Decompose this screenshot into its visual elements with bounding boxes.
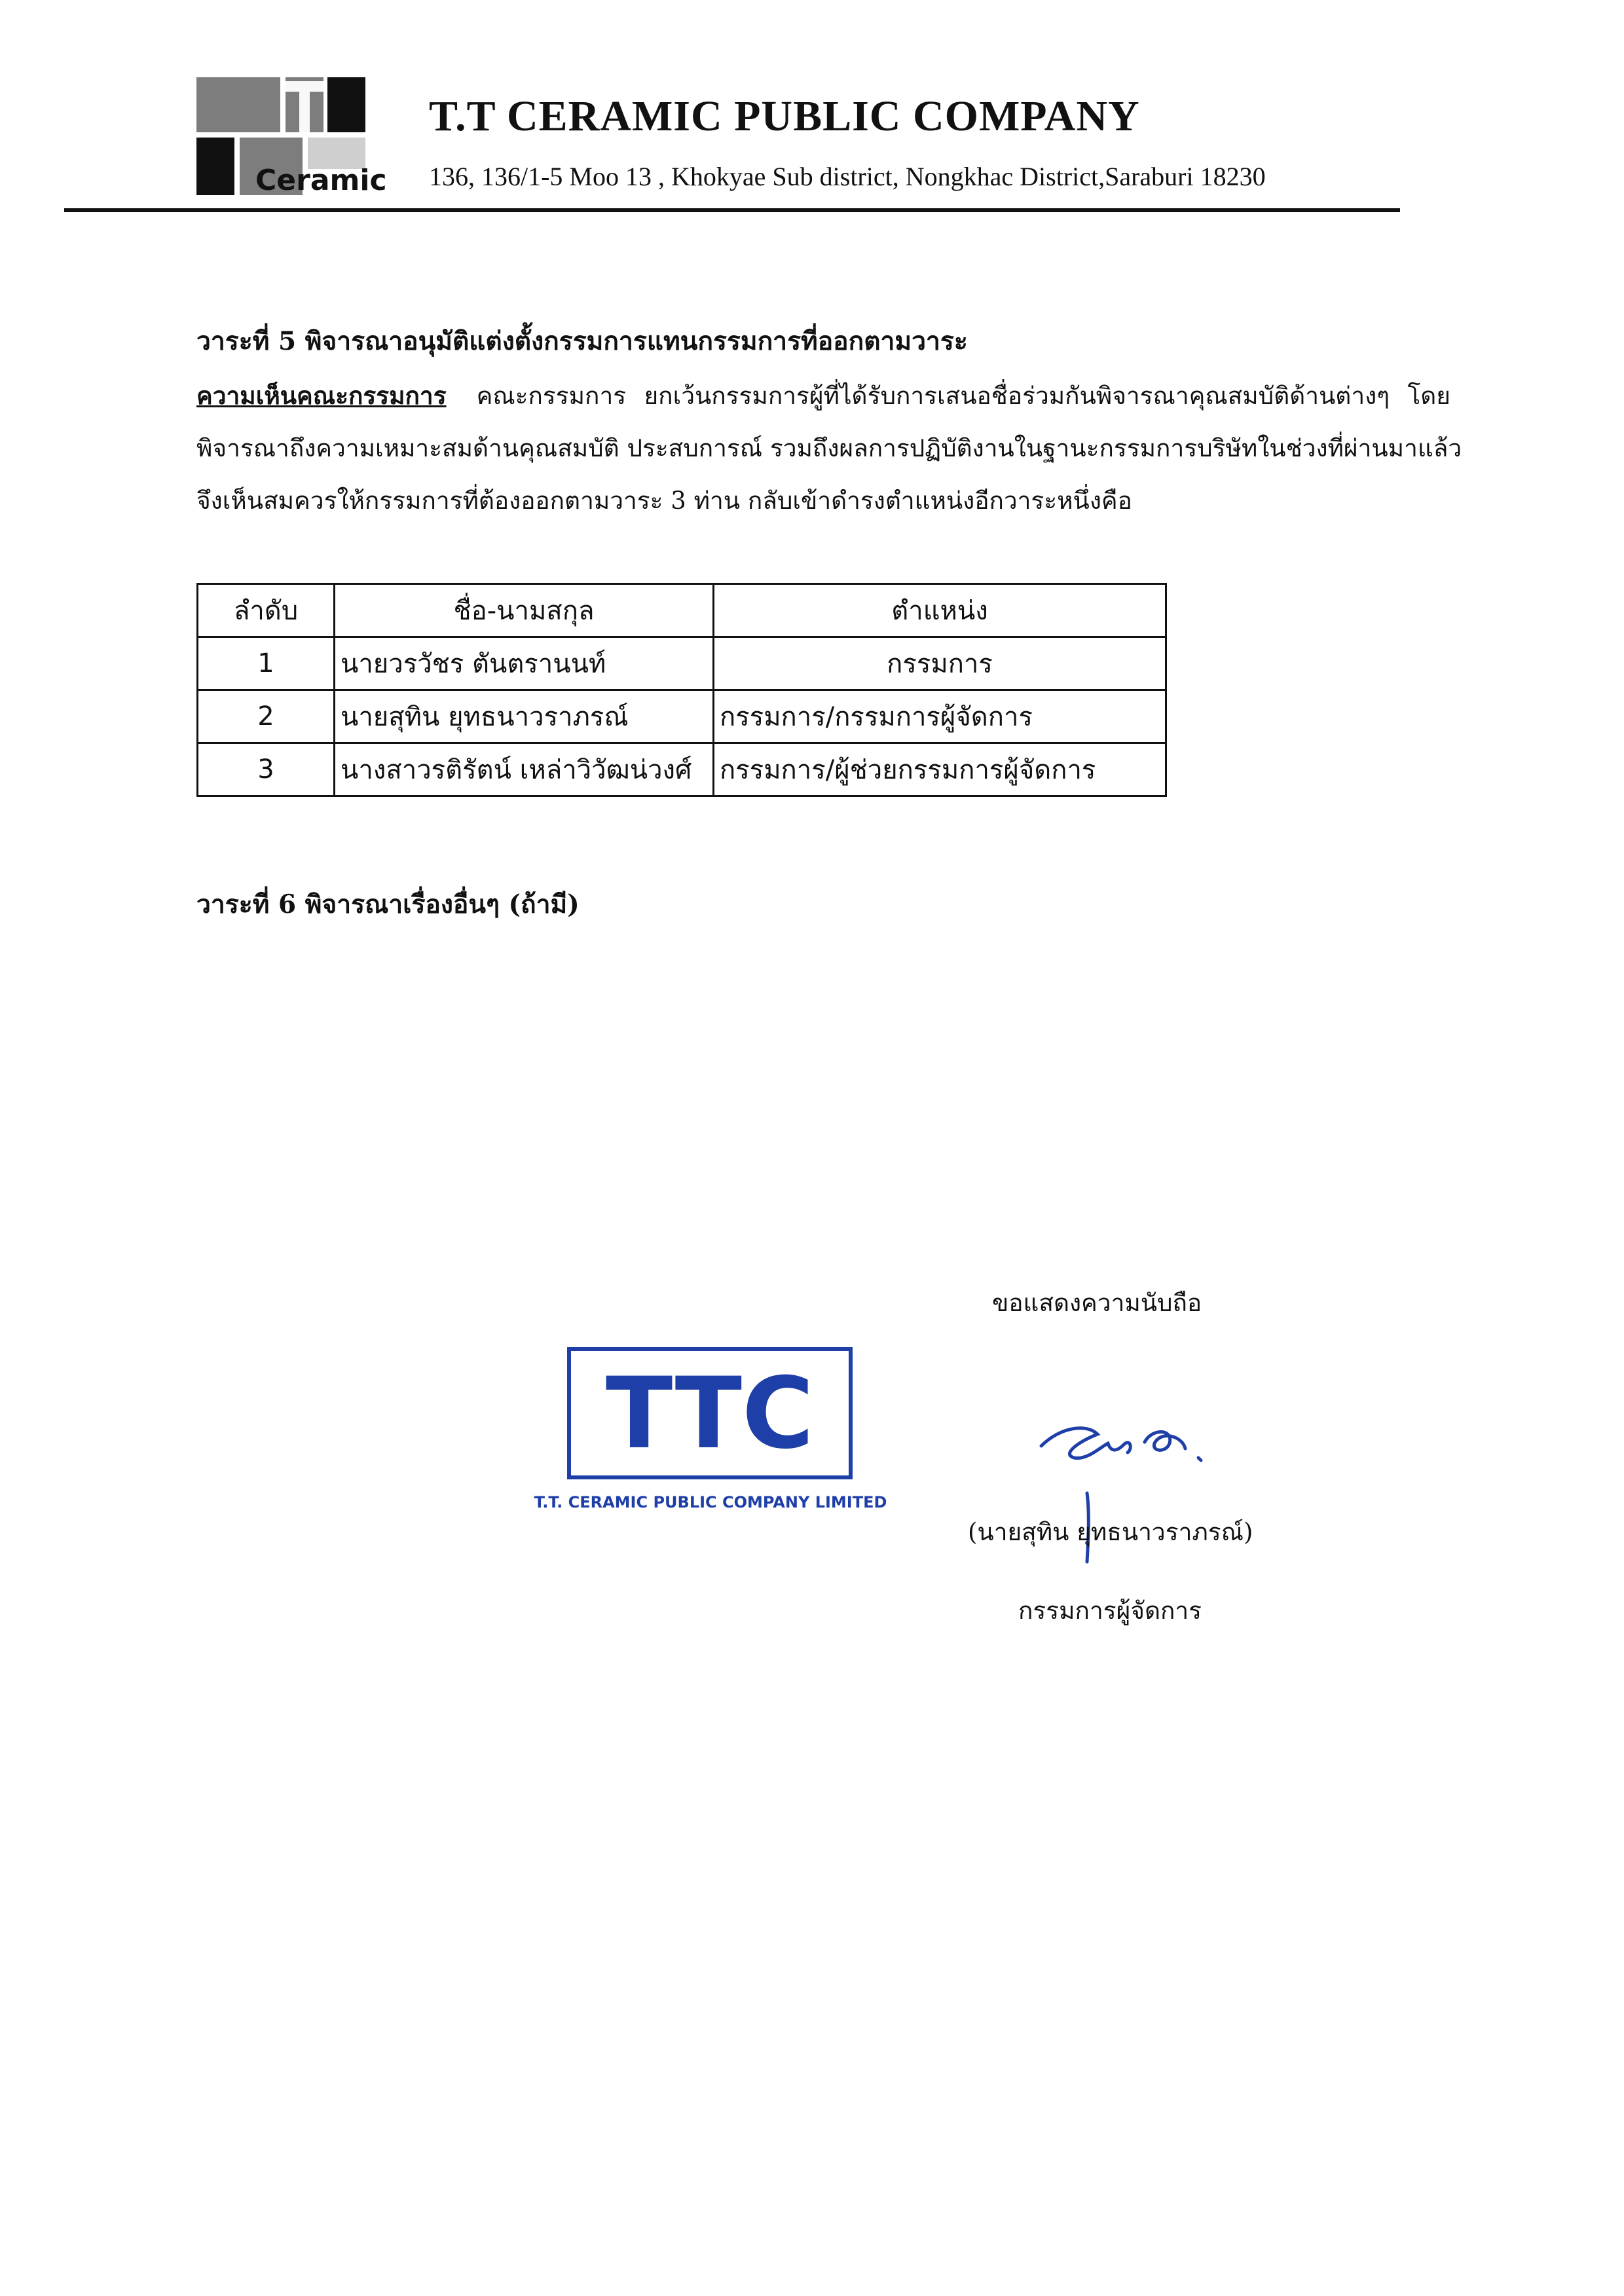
- agenda5-heading: วาระที่ 5 พิจารณาอนุมัติแต่งตั้งกรรมการแทนกรรมการที่ออกตามวาระ: [196, 326, 968, 356]
- signer-name: (นายสุทิน ยุทธนาวราภรณ์): [968, 1518, 1253, 1546]
- row-position: กรรมการ/กรรมการผู้จัดการ: [714, 690, 1166, 743]
- row-name: นายวรวัชร ตันตรานนท์: [335, 637, 714, 690]
- closing-regards: ขอแสดงความนับถือ: [992, 1289, 1202, 1317]
- agenda6-heading: วาระที่ 6 พิจารณาเรื่องอื่นๆ (ถ้ามี): [196, 889, 580, 919]
- row-name: นายสุทิน ยุทธนาวราภรณ์: [335, 690, 714, 743]
- line1-word: คณะกรรมการ: [476, 382, 627, 410]
- directors-table: [196, 583, 1167, 797]
- agenda5-paragraph-line1: [196, 377, 1450, 415]
- board-opinion-label: ความเห็นคณะกรรมการ: [196, 381, 447, 410]
- header-position: ตำแหน่ง: [714, 584, 1166, 637]
- logo-text: Ceramic: [255, 164, 387, 195]
- row-order: 2: [198, 690, 335, 743]
- company-address: 136, 136/1-5 Moo 13 , Khokyae Sub district, Nongkhac District,Saraburi 18230: [429, 162, 1266, 191]
- signer-title: กรรมการผู้จัดการ: [1018, 1597, 1202, 1625]
- company-stamp: [521, 1342, 913, 1519]
- header-order: ลำดับ: [198, 584, 335, 637]
- row-order: 3: [198, 743, 335, 796]
- company-logo: [196, 77, 419, 195]
- stamp-logo-text: TTC: [605, 1357, 815, 1471]
- table-row: [198, 743, 1166, 796]
- company-name: T.T CERAMIC PUBLIC COMPANY: [429, 92, 1140, 140]
- agenda5-paragraph-line2: พิจารณาถึงความเหมาะสมด้านคุณสมบัติ ประสบการณ์ รวมถึงผลการปฏิบัติงานในฐานะกรรมการบริษัทในช่วงที่ผ่านมาแล้ว: [196, 434, 1462, 462]
- header-rule: [64, 208, 1400, 212]
- agenda5-paragraph-line3: จึงเห็นสมควรให้กรรมการที่ต้องออกตามวาระ 3 ท่าน กลับเข้าดำรงตำแหน่งอีกวาระหนึ่งคือ: [196, 487, 1132, 515]
- table-row: [198, 690, 1166, 743]
- row-name: นางสาวรติรัตน์ เหล่าวิวัฒน่วงศ์: [335, 743, 714, 796]
- table-row: [198, 637, 1166, 690]
- stamp-company-text: T.T. CERAMIC PUBLIC COMPANY LIMITED: [534, 1493, 887, 1511]
- table-header-row: [198, 584, 1166, 637]
- row-position: กรรมการ: [714, 637, 1166, 690]
- row-position: กรรมการ/ผู้ช่วยกรรมการผู้จัดการ: [714, 743, 1166, 796]
- line1-word: โดย: [1407, 382, 1450, 410]
- line1-word: ยกเว้นกรรมการผู้ที่ได้รับการเสนอชื่อร่วมกันพิจารณาคุณสมบัติด้านต่างๆ: [644, 382, 1390, 410]
- row-order: 1: [198, 637, 335, 690]
- header-name: ชื่อ-นามสกุล: [335, 584, 714, 637]
